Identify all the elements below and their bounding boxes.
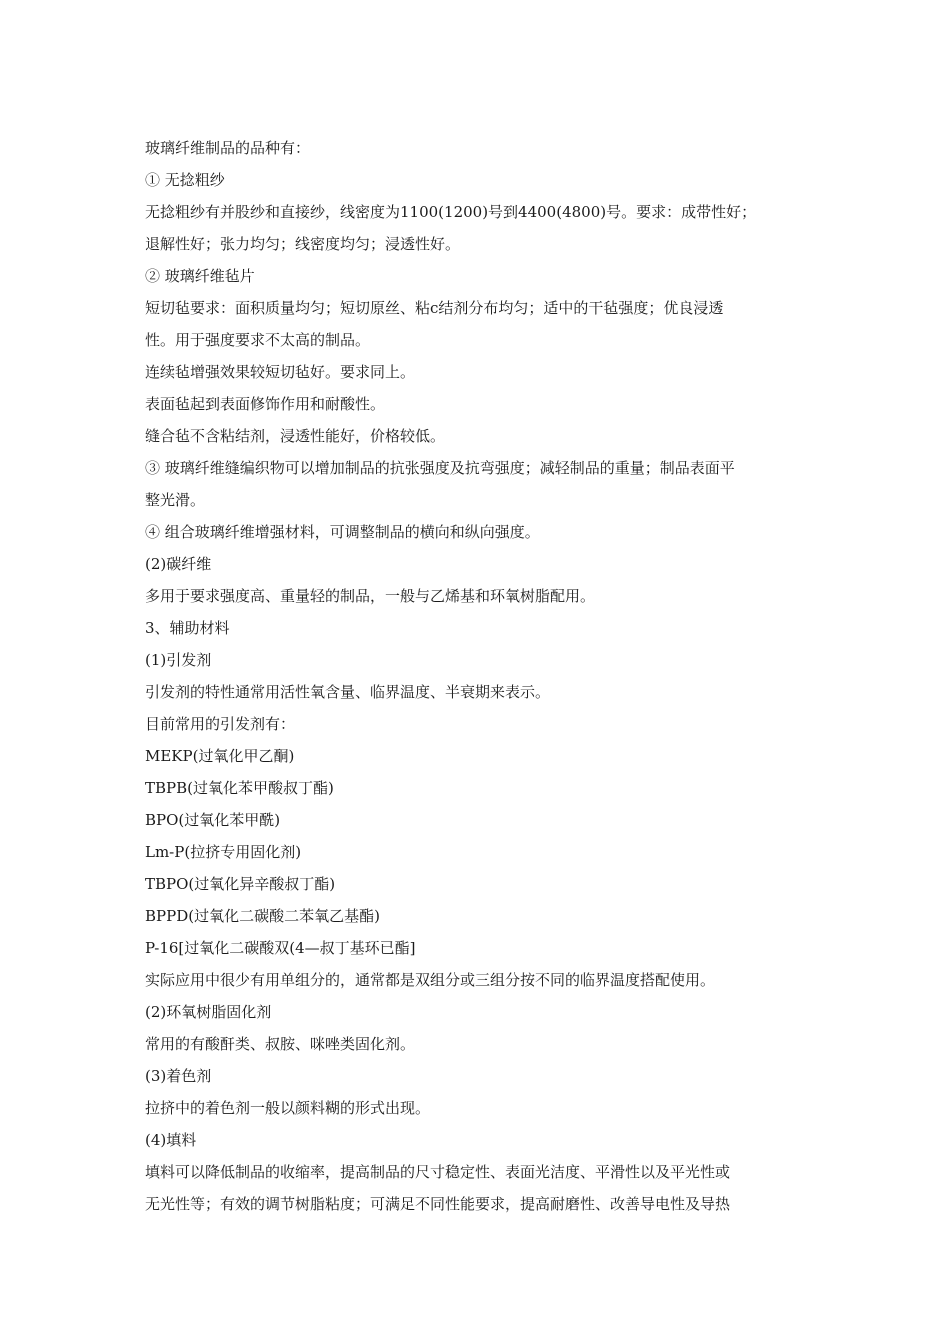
paragraph-line: 填料可以降低制品的收缩率，提高制品的尺寸稳定性、表面光洁度、平滑性以及平光性或 [145,1163,731,1181]
paragraph-line: 整光滑。 [145,491,206,509]
paragraph-line: 无光性等；有效的调节树脂粘度；可满足不同性能要求，提高耐磨性、改善导电性及导热 [145,1195,731,1213]
list-item: MEKP(过氧化甲乙酮) [145,747,295,765]
section-heading-auxiliary: 3、辅助材料 [145,619,230,637]
section-heading-filler: (4)填料 [145,1131,197,1149]
paragraph-line: 拉挤中的着色剂一般以颜料糊的形式出现。 [145,1099,431,1117]
section-heading-colorant: (3)着色剂 [145,1067,212,1085]
list-item: Lm-P(拉挤专用固化剂) [145,843,302,861]
paragraph-line: 表面毡起到表面修饰作用和耐酸性。 [145,395,386,413]
item-heading-combo-reinforcement: ④ 组合玻璃纤维增强材料，可调整制品的横向和纵向强度。 [145,523,540,541]
intro-heading: 玻璃纤维制品的品种有： [145,139,311,157]
list-item: BPO(过氧化苯甲酰) [145,811,281,829]
list-item: TBPB(过氧化苯甲酸叔丁酯) [145,779,334,797]
section-heading-initiator: (1)引发剂 [145,651,212,669]
paragraph-line: 实际应用中很少有用单组分的，通常都是双组分或三组分按不同的临界温度搭配使用。 [145,971,716,989]
document-body [145,132,805,1220]
paragraph-line: 目前常用的引发剂有： [145,715,296,733]
paragraph-line: 连续毡增强效果较短切毡好。要求同上。 [145,363,416,381]
paragraph-line: 缝合毡不含粘结剂，浸透性能好，价格较低。 [145,427,446,445]
list-item: BPPD(过氧化二碳酸二苯氧乙基酯) [145,907,380,925]
paragraph-line: 常用的有酸酐类、叔胺、咪唑类固化剂。 [145,1035,416,1053]
section-heading-carbon-fiber: (2)碳纤维 [145,555,212,573]
section-heading-epoxy-curing-agent: (2)环氧树脂固化剂 [145,1003,272,1021]
paragraph-line: 无捻粗纱有并股纱和直接纱，线密度为1100(1200)号到4400(4800)号。要求：成带性好； [145,203,757,221]
item-heading-stitched-fabric: ③ 玻璃纤维缝编织物可以增加制品的抗张强度及抗弯强度；减轻制品的重量；制品表面平 [145,459,735,477]
item-heading-mat: ② 玻璃纤维毡片 [145,267,255,285]
paragraph-line: 多用于要求强度高、重量轻的制品，一般与乙烯基和环氧树脂配用。 [145,587,596,605]
paragraph-line: 性。用于强度要求不太高的制品。 [145,331,371,349]
list-item: P-16[过氧化二碳酸双(4—叔丁基环已酯] [145,939,416,957]
paragraph-line: 引发剂的特性通常用活性氧含量、临界温度、半衰期来表示。 [145,683,551,701]
list-item: TBPO(过氧化异辛酸叔丁酯) [145,875,336,893]
item-heading-roving: ① 无捻粗纱 [145,171,225,189]
paragraph-line: 短切毡要求：面积质量均匀；短切原丝、粘c结剂分布均匀；适中的干毡强度；优良浸透 [145,299,724,317]
paragraph-line: 退解性好；张力均匀；线密度均匀；浸透性好。 [145,235,461,253]
